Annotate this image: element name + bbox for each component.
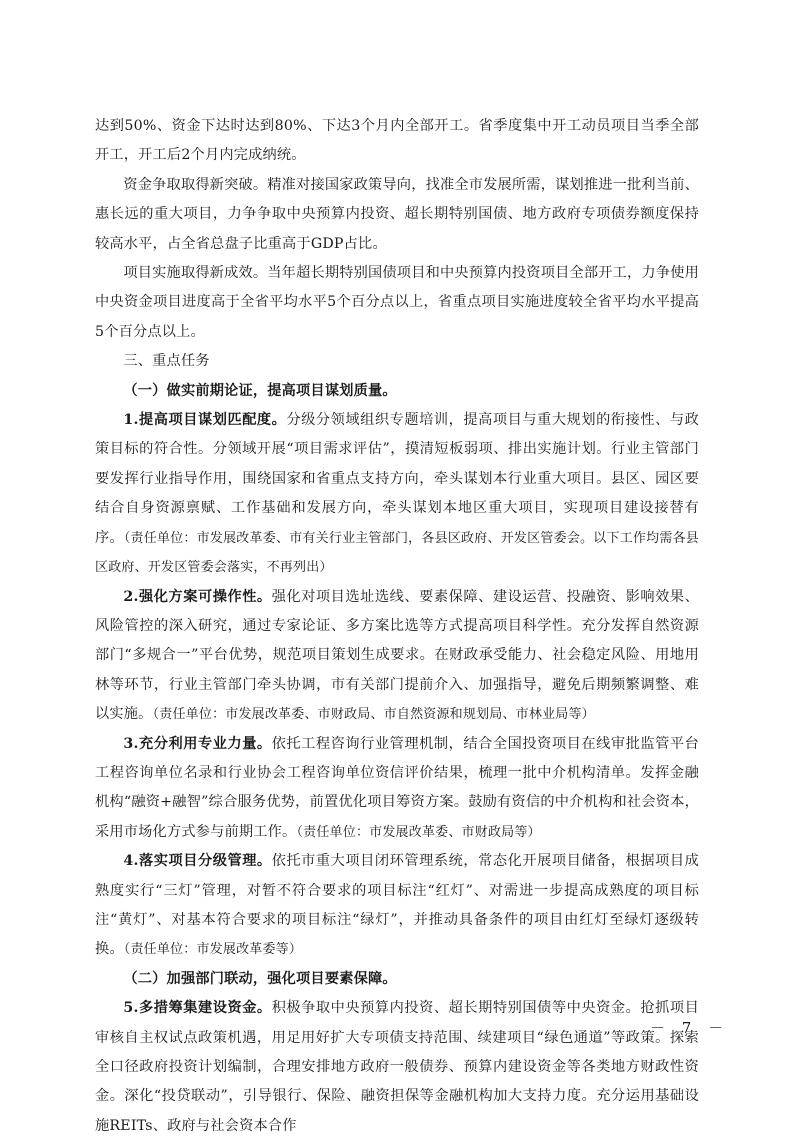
item-1 (95, 406, 699, 582)
item-5-title: 5.多措筹集建设资金。 (123, 1000, 272, 1017)
item-3-note: （责任单位：市发展改革委、市财政局等） (296, 824, 541, 840)
paragraph-1: 达到50%、资金下达时达到80%、下达3个月内全部开工。省季度集中开工动员项目当季全部开工，开工后2个月内完成纳统。 (95, 118, 699, 164)
item-1-note: （责任单位：市发展改革委、市有关行业主管部门，各县区政府、开发区管委会。以下工作均需各县区政府、开发区管委会落实，不再列出） (95, 530, 699, 576)
subheading-2: （二）加强部门联动，强化项目要素保障。 (123, 970, 397, 987)
item-5 (95, 994, 699, 1141)
subheading-1: （一）做实前期论证，提高项目谋划质量。 (123, 382, 397, 399)
item-2-text: 强化对项目选址选线、要素保障、建设运营、投融资、影响效果、风险管控的深入研究，通过专家论证、多方案比选等方式提高项目科学性。充分发挥自然资源部门“多规合一”平台优势，规范项目策划生成要求。在财政承受能力、社会稳定风险、用地用林等环节，行业主管部门牵头协调，市有关部门提前介入、加强指导，避免后期频繁调整、难以实施。 (95, 588, 699, 723)
item-4-title: 4.落实项目分级管理。 (123, 853, 272, 870)
item-3 (95, 730, 699, 848)
paragraph-2: 资金争取取得新突破。精准对接国家政策导向，找准全市发展所需，谋划推进一批利当前、惠长远的重大项目，力争争取中央预算内投资、超长期特别国债、地方政府专项债券额度保持较高水平，占全省总盘子比重高于GDP占比。 (95, 176, 699, 252)
item-5-text: 积极争取中央预算内投资、超长期特别国债等中央资金。抢抓项目审核自主权试点政策机遇，用足用好扩大专项债支持范围、续建项目“绿色通道”等政策。探索全口径政府投资计划编制，合理安排地方政府一般债券、预算内建设资金等各类地方财政性资金。深化“投贷联动”，引导银行、保险、融资担保等金融机构加大支持力度。充分运用基础设施REITs、政府与社会资本合作 (95, 1000, 699, 1134)
item-1-title: 1.提高项目谋划匹配度。 (123, 412, 287, 429)
item-1-text: 分级分领域组织专题培训，提高项目与重大规划的衔接性、与政策目标的符合性。分领域开展“项目需求评估”，摸清短板弱项、排出实施计划。行业主管部门要发挥行业指导作用，围绕国家和省重点支持方向，牵头谋划本行业重大项目。县区、园区要结合自身资源禀赋、工作基础和发展方向，牵头谋划本地区重大项目，实现项目建设接替有序。 (95, 412, 699, 546)
page-number: － 7 － (650, 1019, 730, 1037)
section-heading: 三、重点任务 (123, 353, 210, 370)
item-2-title: 2.强化方案可操作性。 (123, 588, 272, 605)
page-body (95, 112, 699, 1141)
item-3-text: 依托工程咨询行业管理机制，结合全国投资项目在线审批监管平台工程咨询单位名录和行业协会工程咨询单位资信评价结果，梳理一批中介机构清单。发挥金融机构“融资+融智”综合服务优势，前置优化项目筹资方案。鼓励有资信的中介机构和社会资本，采用市场化方式参与前期工作。 (95, 735, 699, 840)
item-4-text: 依托市重大项目闭环管理系统，常态化开展项目储备，根据项目成熟度实行“三灯”管理，对暂不符合要求的项目标注“红灯”、对需进一步提高成熟度的项目标注“黄灯”、对基本符合要求的项目标注“绿灯”，并推动具备条件的项目由红灯至绿灯逐级转换。 (95, 853, 699, 958)
item-2-note: （责任单位：市发展改革委、市财政局、市自然资源和规划局、市林业局等） (152, 707, 595, 723)
item-3-title: 3.充分利用专业力量。 (123, 735, 272, 752)
paragraph-3: 项目实施取得新成效。当年超长期特别国债项目和中央预算内投资项目全部开工，力争使用中央资金项目进度高于全省平均水平5个百分点以上，省重点项目实施进度较全省平均水平提高5个百分点以上。 (95, 265, 699, 340)
item-4-note: （责任单位：市发展改革委等） (123, 942, 303, 958)
item-4 (95, 847, 699, 965)
item-2 (95, 583, 699, 730)
